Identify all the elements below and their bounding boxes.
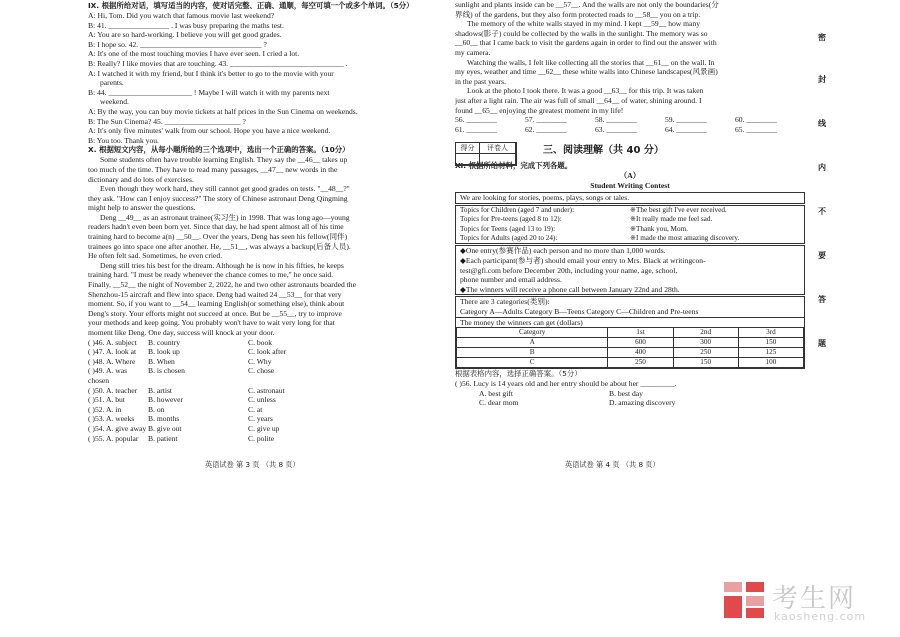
topic-age-group: Topics for Children (aged 7 and under): — [460, 205, 575, 214]
prize-table — [456, 327, 804, 368]
dialogue-line: A: You are so hard-working. I believe you will get good grades. — [88, 30, 282, 40]
passage-line: might help to answer the questions. — [88, 203, 196, 213]
q56-option[interactable]: A. best gift — [479, 388, 513, 398]
dialogue-line: parents. — [100, 78, 124, 88]
passage-line: Some students often have trouble learning English. They say the __46__ takes up — [100, 155, 348, 165]
dialogue-line: B: The Sun Cinema? 45. ____________________ ? — [88, 116, 246, 126]
score-box — [455, 142, 517, 166]
answer-blank[interactable]: 57. ________ — [525, 115, 567, 125]
dialogue-line: A: I watched it with my friend, but I think it's better to go to the movie with your — [88, 68, 334, 78]
passage-line: your methods and keep going. You probably won't have to wait very long for that — [88, 318, 335, 328]
topic-age-group: Topics for Teens (aged 13 to 19): — [460, 224, 556, 233]
option-row: ( )54. A. give away B. give out C. give up — [88, 423, 280, 433]
score-cell[interactable] — [456, 154, 480, 165]
answer-blank[interactable]: 61. ________ — [455, 125, 497, 135]
right-page — [455, 0, 805, 408]
dialogue-line: A: It's one of the most touching movies I have ever seen. I cried a lot. — [88, 49, 300, 59]
section-9-header: Ⅸ. 根据所给对话，填写适当的内容，使对话完整、正确、通顺，每空可填一个或多个单词。（5分） — [88, 1, 414, 10]
dialogue-line: B: Really? I like movies that are touching. 43. ______________________________ . — [88, 58, 348, 68]
watermark-cn: 考生网 — [772, 584, 857, 614]
option-row: ( )55. A. popular B. patient C. polite — [88, 433, 275, 443]
sidebar-char: 要 — [818, 251, 826, 260]
watermark-en: kaosheng.com — [774, 610, 867, 623]
rules-box — [455, 245, 805, 295]
answer-blank[interactable]: 56. ________ — [455, 115, 497, 125]
topics-box — [455, 205, 805, 245]
table-cell: 300 — [673, 338, 738, 348]
question-56: ( )56. Lucy is 14 years old and her entry should be about her _________. — [455, 379, 677, 389]
dialogue-line: A: Hi, Tom. Did you watch that famous movie last weekend? — [88, 11, 275, 20]
table-header-cell: Category — [457, 328, 608, 338]
passage-a-label: （A） — [619, 171, 641, 181]
topic-age-group: Topics for Adults (aged 20 to 24): — [460, 233, 558, 242]
passage-line: moment like Deng. One day, success will knock at your door. — [88, 328, 275, 337]
passage-line: He often felt sad. Sometimes, he even cried. — [88, 251, 223, 261]
dialogue-line: B: I hope so. 42. ________________________________ ? — [88, 39, 267, 49]
section-10-header: Ⅹ. 根据短文内容，从每小题所给的三个选项中，选出一个正确的答案。（10分） — [88, 145, 350, 155]
dialogue-line: weekend. — [100, 97, 129, 107]
contest-intro: We are looking for stories, poems, plays, songs or tales. — [460, 193, 630, 203]
passage-line: they ask. "How can I enjoy success?" The story of Chinese astronaut Deng Qingming — [88, 193, 348, 203]
passage-line: Finally, __52__ the night of November 2, 2022, he and two other astronauts boarded the — [88, 280, 356, 290]
option-row: ( )46. A. subject B. country C. book — [88, 337, 273, 347]
categories-line: Category A—Adults Category B—Teens Category C—Children and Pre-teens — [460, 306, 699, 316]
dialogue-line: B: You too. Thank you. — [88, 135, 159, 145]
passage-line: my camera. — [455, 47, 491, 57]
passage-line: The memory of the white walls stayed in my mind. I kept __59__ how many — [467, 19, 701, 29]
rule-line: ◆Each participant(参与者) should email your entry to Mrs. Black at writingcon- — [460, 255, 706, 265]
answer-blank[interactable]: 58. ________ — [595, 115, 637, 125]
table-header-row — [457, 328, 804, 338]
sidebar-char: 题 — [818, 339, 826, 348]
rule-line: phone number and email address. — [460, 275, 562, 285]
option-row: ( )50. A. teacher B. artist C. astronaut — [88, 385, 285, 395]
q56-option[interactable]: C. dear mom — [479, 398, 519, 408]
passage-line: just after a light rain. The air was full of small __64__ of water, shining around. I — [455, 95, 702, 105]
passage-line: 界线) of the gardens, but they also form protected roads to __58__ you on a trip. — [455, 9, 701, 19]
table-cell: 250 — [608, 358, 673, 368]
kaosheng-watermark — [722, 578, 892, 628]
cloze-passage — [88, 155, 438, 337]
option-row: ( )47. A. look at B. look up C. look after — [88, 347, 287, 357]
table-cell: B — [457, 348, 608, 358]
table-cell: 100 — [738, 358, 803, 368]
sidebar-char: 线 — [818, 119, 826, 128]
answer-blank[interactable]: 64. ________ — [665, 125, 707, 135]
passage-line: Deng still tries his best for the dream. Although he is now in his fifties, he keeps — [100, 260, 344, 270]
table-header-cell: 2nd — [673, 328, 738, 338]
table-cell: 150 — [738, 338, 803, 348]
passage-line: Shenzhou-15 aircraft and flew into space. Deng had waited 24 __53__ for that very — [88, 289, 342, 299]
options-list — [88, 338, 438, 444]
page-footer-3: 英语试卷 第 3 页 （共 8 页） — [205, 460, 300, 469]
passage-line: Deng __49__ as an astronaut trainee(实习生) in 1998. That was long ago—young — [100, 212, 350, 222]
section-3-header-area — [455, 137, 805, 161]
passage-line: in the past years. — [455, 76, 507, 86]
page-footer-4: 英语试卷 第 4 页 （共 8 页） — [565, 460, 660, 469]
answer-blank[interactable]: 63. ________ — [595, 125, 637, 135]
passage-line: Watching the walls, I felt like collecting all the stories that __61__ on the wall. In — [467, 57, 715, 67]
topics-grid — [456, 206, 804, 244]
money-caption: The money the winners can get (dollars) — [456, 317, 804, 328]
sidebar-char: 答 — [818, 295, 826, 304]
kaosheng-logo-icon — [722, 578, 766, 622]
q56-options-row — [455, 398, 805, 408]
topic-title: ※Thank you, Mom. — [630, 224, 688, 233]
passage-line: Even though they work hard, they still cannot get good grades on tests. "__48__?" — [100, 184, 350, 194]
passage-line: my eyes, weather and time __62__ these white walls into Chinese landscapes(风景画) — [455, 67, 718, 77]
passage-line: __60__ that I came back to visit the gardens again in order to find out the answer with — [455, 38, 717, 48]
table-row — [457, 338, 804, 348]
passage-line: dictionary and do lots of exercises. — [88, 174, 194, 184]
option-row: ( )52. A. in B. on C. at — [88, 404, 263, 414]
sidebar-char: 密 — [818, 33, 826, 42]
q56-option[interactable]: B. best day — [609, 388, 643, 398]
table-cell: 125 — [738, 348, 803, 358]
table-row — [457, 348, 804, 358]
dialogue-line: A: By the way, you can buy movie tickets at half prices in the Sun Cinema on weekends. — [88, 106, 358, 116]
answer-blank[interactable]: 65. ________ — [735, 125, 777, 135]
option-row: ( )49. A. was chosen B. is chosen C. chose — [88, 366, 275, 385]
dialogue — [88, 11, 438, 145]
left-page — [88, 0, 438, 443]
sidebar-char: 不 — [818, 207, 826, 216]
passage-line: Deng's story. Your efforts might not succeed at once. But be __55__, try to improve — [88, 308, 342, 318]
grader-label: 评卷人 — [480, 143, 516, 154]
table-cell: 150 — [673, 358, 738, 368]
q56-option[interactable]: D. amazing discovery — [609, 398, 676, 408]
answer-blanks-row — [455, 115, 805, 125]
rule-line: ◆The winners will receive a phone call between January 22nd and 28th. — [460, 284, 680, 294]
rule-line: test@gfi.com before December 20th, including your name, age, school, — [460, 265, 678, 275]
table-header-cell: 3rd — [738, 328, 803, 338]
passage-line: sunlight and plants inside can be __57__. And the walls are not only the boundaries(分 — [455, 0, 719, 9]
passage-line: Look at the photo I took there. It was a good __63__ for this trip. It was taken — [467, 86, 704, 96]
option-row: ( )53. A. weeks B. months C. years — [88, 414, 273, 424]
categories-box — [455, 296, 805, 369]
table-cell: 400 — [608, 348, 673, 358]
topic-age-group: Topics for Pre-teens (aged 8 to 12): — [460, 215, 562, 224]
passage-line: shadows(影子) could be collected by the walls in the sunlight. The memory was so — [455, 28, 708, 38]
sidebar-char: 封 — [818, 75, 826, 84]
rule-line: ◆One entry(参赛作品) each person and no more than 1,000 words. — [460, 246, 666, 256]
grader-cell[interactable] — [480, 154, 516, 165]
sidebar-char: 内 — [818, 163, 826, 172]
answer-blanks-row — [455, 125, 805, 135]
q56-options-row — [455, 389, 805, 399]
table-cell: 250 — [673, 348, 738, 358]
section-11-header: Ⅺ. 根据所给材料，完成下列各题。 — [455, 161, 573, 171]
passage-line: trainees go into space one after another. He, __51__, was always a backup(后备人员). — [88, 241, 351, 251]
topic-title: ※I made the most amazing discovery. — [630, 233, 740, 242]
topic-title: ※The best gift I've ever received. — [630, 205, 727, 214]
table-header-cell: 1st — [608, 328, 673, 338]
dialogue-line: A: It's only five minutes' walk from our school. Hope you have a nice weekend. — [88, 126, 331, 136]
passage-line: training hard. "I must be ready whenever the chance comes to me," he once said. — [88, 270, 334, 280]
dialogue-line: B: 41. ________________ . I was busy preparing the maths test. — [88, 20, 284, 30]
option-row: ( )48. A. Where B. When C. Why — [88, 356, 272, 366]
table-cell: 600 — [608, 338, 673, 348]
dialogue-line: B: 44. ______________________ ! Maybe I will watch it with my parents next — [88, 87, 330, 97]
table-cell: A — [457, 338, 608, 348]
topic-title: ※It really made me feel sad. — [630, 215, 713, 224]
passage-line: readers hadn't even been born yet. Since that day, he had spent almost all of his time — [88, 222, 344, 232]
answer-blank[interactable]: 59. ________ — [665, 115, 707, 125]
table-cell: C — [457, 358, 608, 368]
contest-title: Student Writing Contest — [590, 181, 670, 191]
option-row: ( )51. A. but B. however C. unless — [88, 395, 276, 405]
passage-line: found __65__ enjoying the greatest moment in my life! — [455, 105, 624, 115]
passage-line: moment. So, if you want to __54__ learning English(or something else), think about — [88, 299, 345, 309]
passage-line: training hard to become a(n) __50__. Over the years, Deng has seen his fellow(同伴) — [88, 232, 348, 242]
answer-blank[interactable]: 60. ________ — [735, 115, 777, 125]
passage-continued — [455, 0, 805, 115]
score-label: 得分 — [456, 143, 480, 154]
contest-intro-box — [455, 192, 805, 204]
categories-line: There are 3 categories(类别): — [460, 297, 550, 307]
table-row — [457, 358, 804, 368]
passage-line: too much of the time. They have to read many passages, __47__ new words in the — [88, 164, 338, 174]
answer-blank[interactable]: 62. ________ — [525, 125, 567, 135]
question-header: 根据表格内容，选择正确答案。（5分） — [455, 369, 582, 379]
section-3-title: 三、阅读理解（共 40 分） — [543, 145, 664, 157]
